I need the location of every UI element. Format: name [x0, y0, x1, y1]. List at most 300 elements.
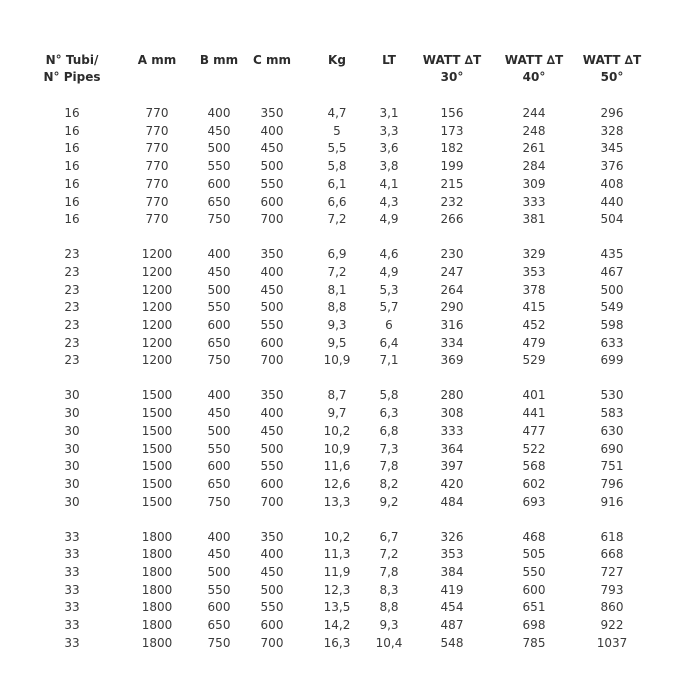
watt-30-col-cell: 369 — [440, 353, 464, 368]
watt-50-col-cell: 916 — [600, 494, 624, 509]
watt-50-col-cell: 796 — [600, 476, 624, 491]
b-mm-col-cell: 750 — [207, 212, 231, 227]
watt-30-col-header — [423, 52, 481, 86]
watt-50-col-cell: 328 — [600, 123, 624, 138]
kg-col-cell: 8,7 — [327, 388, 347, 403]
b-mm-col-cell: 400 — [207, 388, 231, 403]
c-mm-col-cell: 600 — [260, 335, 284, 350]
c-mm-col-cell: 600 — [260, 194, 284, 209]
kg-col-cell: 5 — [333, 123, 341, 138]
watt-40-col-cell: 600 — [522, 582, 546, 597]
watt-40-col-cell: 333 — [522, 194, 546, 209]
watt-40-col-cell: 353 — [522, 264, 546, 279]
kg-col-header — [328, 52, 346, 69]
watt-30-col-cell: 353 — [440, 547, 464, 562]
pipes-col-cell: 33 — [64, 600, 80, 615]
table-row — [0, 616, 700, 634]
b-mm-col-cell: 550 — [207, 582, 231, 597]
watt-50-col-cell: 440 — [600, 194, 624, 209]
watt-50-col-cell: 583 — [600, 406, 624, 421]
watt-50-col-cell: 668 — [600, 547, 624, 562]
table-row — [0, 316, 700, 334]
watt-40-col-cell: 479 — [522, 335, 546, 350]
pipes-col-cell: 16 — [64, 141, 80, 156]
table-row — [0, 193, 700, 211]
kg-col-cell: 9,3 — [327, 318, 347, 332]
watt-40-col-cell: 477 — [522, 423, 546, 438]
watt-30-col-cell: 484 — [440, 494, 464, 509]
a-mm-col-cell: 1500 — [141, 388, 173, 403]
watt-50-col-cell: 727 — [600, 565, 624, 579]
c-mm-col-cell: 550 — [260, 600, 284, 615]
watt-40-col-cell: 602 — [522, 476, 546, 491]
c-mm-col-cell: 500 — [260, 159, 284, 174]
pipes-col-cell: 23 — [64, 282, 80, 297]
a-mm-col-cell: 1500 — [141, 441, 173, 456]
watt-50-col-cell: 633 — [600, 335, 624, 350]
watt-50-col-header — [583, 52, 641, 86]
watt-50-col-cell: 549 — [600, 300, 624, 315]
c-mm-col-cell: 450 — [260, 565, 284, 579]
c-mm-col-cell: 450 — [260, 423, 284, 438]
a-mm-col-cell: 1800 — [141, 529, 173, 544]
a-mm-col-cell: 770 — [145, 159, 169, 174]
watt-30-col-cell: 316 — [440, 318, 464, 332]
lt-col-cell: 6,4 — [379, 335, 399, 350]
table-row — [0, 157, 700, 175]
lt-col-cell: 7,1 — [379, 353, 399, 368]
c-mm-col-cell: 350 — [260, 388, 284, 403]
lt-col-cell: 3,8 — [379, 159, 399, 174]
watt-50-col-cell: 793 — [600, 582, 624, 597]
watt-40-col-cell: 329 — [522, 247, 546, 262]
pipes-col-cell: 30 — [64, 476, 80, 491]
pipes-col-cell: 16 — [64, 123, 80, 138]
watt-40-col-cell: 452 — [522, 318, 546, 332]
table-row — [0, 528, 700, 546]
b-mm-col-cell: 400 — [207, 247, 231, 262]
b-mm-col-cell: 500 — [207, 141, 231, 156]
a-mm-col-cell: 1800 — [141, 600, 173, 615]
pipes-col-cell: 33 — [64, 635, 80, 650]
watt-50-col-cell: 296 — [600, 106, 624, 120]
b-mm-col-cell: 600 — [207, 600, 231, 615]
lt-col-cell: 7,3 — [379, 441, 399, 456]
kg-col-cell: 5,8 — [327, 159, 347, 174]
pipes-col-cell: 30 — [64, 423, 80, 438]
table-row — [0, 457, 700, 475]
kg-col-cell: 6,1 — [327, 176, 347, 191]
watt-40-col-cell: 693 — [522, 494, 546, 509]
b-mm-col-cell: 600 — [207, 459, 231, 474]
watt-50-col-cell: 630 — [600, 423, 624, 438]
watt-30-col-cell: 384 — [440, 565, 464, 579]
watt-40-col-cell: 698 — [522, 618, 546, 633]
watt-40-col-cell: 309 — [522, 176, 546, 191]
b-mm-col-cell: 450 — [207, 547, 231, 562]
b-mm-col-header — [200, 52, 238, 69]
kg-col-cell: 8,1 — [327, 282, 347, 297]
b-mm-col-header-line: B mm — [199, 53, 239, 67]
c-mm-col-cell: 400 — [260, 264, 284, 279]
kg-col-cell: 10,9 — [323, 441, 351, 456]
watt-30-col-cell: 182 — [440, 141, 464, 156]
pipes-col-cell: 23 — [64, 318, 80, 332]
lt-col-cell: 6,7 — [379, 529, 399, 544]
watt-30-col-cell: 280 — [440, 388, 464, 403]
b-mm-col-cell: 550 — [207, 159, 231, 174]
b-mm-col-cell: 400 — [207, 106, 231, 120]
watt-40-col-cell: 415 — [522, 300, 546, 315]
b-mm-col-cell: 650 — [207, 335, 231, 350]
pipes-col-header-line: N° Pipes — [43, 70, 101, 84]
kg-col-cell: 11,9 — [323, 565, 351, 579]
watt-40-col-cell: 651 — [522, 600, 546, 615]
b-mm-col-cell: 550 — [207, 441, 231, 456]
kg-col-cell: 14,2 — [323, 618, 351, 633]
watt-40-col-cell: 261 — [522, 141, 546, 156]
a-mm-col-cell: 770 — [145, 176, 169, 191]
c-mm-col-cell: 700 — [260, 635, 284, 650]
pipes-col-cell: 30 — [64, 406, 80, 421]
watt-50-col-header-line: WATT ∆T — [582, 53, 642, 67]
watt-30-col-cell: 333 — [440, 423, 464, 438]
b-mm-col-cell: 500 — [207, 282, 231, 297]
lt-col-cell: 3,6 — [379, 141, 399, 156]
a-mm-col-header-line: A mm — [137, 53, 177, 67]
table-row — [0, 634, 700, 652]
c-mm-col-cell: 500 — [260, 300, 284, 315]
pipes-col-cell: 16 — [64, 159, 80, 174]
watt-30-col-cell: 199 — [440, 159, 464, 174]
watt-40-col-cell: 468 — [522, 529, 546, 544]
watt-30-col-cell: 156 — [440, 106, 464, 120]
kg-col-cell: 8,8 — [327, 300, 347, 315]
lt-col-cell: 8,2 — [379, 476, 399, 491]
lt-col-cell: 4,6 — [379, 247, 399, 262]
watt-40-col-cell: 284 — [522, 159, 546, 174]
c-mm-col-cell: 450 — [260, 282, 284, 297]
table-row — [0, 210, 700, 228]
b-mm-col-cell: 650 — [207, 194, 231, 209]
lt-col-cell: 5,8 — [379, 388, 399, 403]
table-row — [0, 298, 700, 316]
c-mm-col-cell: 400 — [260, 123, 284, 138]
a-mm-col-cell: 770 — [145, 123, 169, 138]
a-mm-col-cell: 770 — [145, 141, 169, 156]
kg-col-cell: 16,3 — [323, 635, 351, 650]
c-mm-col-cell: 350 — [260, 529, 284, 544]
table-row — [0, 545, 700, 563]
watt-50-col-cell: 376 — [600, 159, 624, 174]
c-mm-col-cell: 700 — [260, 494, 284, 509]
kg-col-cell: 13,5 — [323, 600, 351, 615]
pipes-col-header — [44, 52, 101, 86]
watt-30-col-cell: 230 — [440, 247, 464, 262]
a-mm-col-cell: 1200 — [141, 247, 173, 262]
b-mm-col-cell: 650 — [207, 476, 231, 491]
kg-col-cell: 12,6 — [323, 476, 351, 491]
watt-50-col-cell: 699 — [600, 353, 624, 368]
kg-col-cell: 10,9 — [323, 353, 351, 368]
pipes-col-cell: 33 — [64, 582, 80, 597]
watt-30-col-cell: 326 — [440, 529, 464, 544]
watt-40-col-cell: 785 — [522, 635, 546, 650]
watt-50-col-cell: 504 — [600, 212, 624, 227]
pipes-col-cell: 33 — [64, 618, 80, 633]
table-row — [0, 493, 700, 511]
pipes-col-cell: 23 — [64, 300, 80, 315]
watt-40-col-header-line: WATT ∆T — [504, 53, 564, 67]
b-mm-col-cell: 400 — [207, 529, 231, 544]
table-row — [0, 386, 700, 404]
table-row — [0, 263, 700, 281]
watt-30-col-cell: 247 — [440, 264, 464, 279]
kg-col-cell: 9,5 — [327, 335, 347, 350]
table-row — [0, 422, 700, 440]
watt-40-col-cell: 248 — [522, 123, 546, 138]
c-mm-col-cell: 350 — [260, 247, 284, 262]
b-mm-col-cell: 450 — [207, 264, 231, 279]
watt-50-col-cell: 690 — [600, 441, 624, 456]
lt-col-cell: 3,1 — [379, 106, 399, 120]
lt-col-cell: 9,3 — [379, 618, 399, 633]
watt-50-col-cell: 751 — [600, 459, 624, 474]
watt-40-col-cell: 522 — [522, 441, 546, 456]
pipes-col-cell: 30 — [64, 494, 80, 509]
c-mm-col-cell: 350 — [260, 106, 284, 120]
pipes-col-cell: 23 — [64, 353, 80, 368]
kg-col-cell: 11,6 — [323, 459, 351, 474]
lt-col-cell: 10,4 — [375, 635, 403, 650]
kg-col-cell: 12,3 — [323, 582, 351, 597]
pipes-col-cell: 30 — [64, 388, 80, 403]
a-mm-col-cell: 1500 — [141, 406, 173, 421]
c-mm-col-cell: 600 — [260, 476, 284, 491]
watt-50-col-cell: 922 — [600, 618, 624, 633]
watt-30-col-cell: 308 — [440, 406, 464, 421]
a-mm-col-cell: 1800 — [141, 635, 173, 650]
c-mm-col-cell: 700 — [260, 212, 284, 227]
c-mm-col-cell: 400 — [260, 406, 284, 421]
watt-30-col-cell: 487 — [440, 618, 464, 633]
lt-col-header — [382, 52, 396, 69]
table-row — [0, 175, 700, 193]
c-mm-col-cell: 400 — [260, 547, 284, 562]
lt-col-cell: 7,8 — [379, 565, 399, 579]
table-row — [0, 139, 700, 157]
pipes-col-cell: 16 — [64, 176, 80, 191]
watt-30-col-cell: 420 — [440, 476, 464, 491]
a-mm-col-cell: 1500 — [141, 423, 173, 438]
watt-40-col-cell: 529 — [522, 353, 546, 368]
c-mm-col-cell: 600 — [260, 618, 284, 633]
pipes-col-cell: 16 — [64, 194, 80, 209]
b-mm-col-cell: 600 — [207, 176, 231, 191]
watt-50-col-cell: 618 — [600, 529, 624, 544]
a-mm-col-cell: 1200 — [141, 300, 173, 315]
a-mm-col-header — [138, 52, 176, 69]
watt-40-col-cell: 441 — [522, 406, 546, 421]
table-row — [0, 122, 700, 140]
watt-40-col-cell: 244 — [522, 106, 546, 120]
b-mm-col-cell: 500 — [207, 565, 231, 579]
a-mm-col-cell: 770 — [145, 194, 169, 209]
lt-col-cell: 5,3 — [379, 282, 399, 297]
a-mm-col-cell: 1200 — [141, 282, 173, 297]
lt-col-cell: 4,9 — [379, 264, 399, 279]
table-row — [0, 104, 700, 122]
b-mm-col-cell: 650 — [207, 618, 231, 633]
table-row — [0, 404, 700, 422]
b-mm-col-cell: 750 — [207, 635, 231, 650]
watt-40-col-cell: 505 — [522, 547, 546, 562]
lt-col-cell: 4,3 — [379, 194, 399, 209]
table-row — [0, 351, 700, 369]
kg-col-cell: 9,7 — [327, 406, 347, 421]
watt-40-col-cell: 568 — [522, 459, 546, 474]
lt-col-cell: 7,8 — [379, 459, 399, 474]
watt-40-col-header — [505, 52, 563, 86]
pipes-col-header-line: N° Tubi/ — [45, 53, 99, 67]
lt-col-cell: 8,8 — [379, 600, 399, 615]
watt-50-col-cell: 500 — [600, 282, 624, 297]
watt-50-col-header-line: 50° — [600, 70, 624, 84]
b-mm-col-cell: 750 — [207, 494, 231, 509]
watt-40-col-cell: 550 — [522, 565, 546, 579]
lt-col-cell: 5,7 — [379, 300, 399, 315]
watt-30-col-cell: 334 — [440, 335, 464, 350]
b-mm-col-cell: 450 — [207, 123, 231, 138]
a-mm-col-cell: 1500 — [141, 494, 173, 509]
watt-30-col-cell: 548 — [440, 635, 464, 650]
b-mm-col-cell: 450 — [207, 406, 231, 421]
lt-col-cell: 6,3 — [379, 406, 399, 421]
lt-col-cell: 8,3 — [379, 582, 399, 597]
table-row — [0, 581, 700, 599]
watt-50-col-cell: 1037 — [596, 635, 628, 650]
kg-col-cell: 4,7 — [327, 106, 347, 120]
table-row — [0, 334, 700, 352]
table-row — [0, 475, 700, 493]
watt-50-col-cell: 530 — [600, 388, 624, 403]
pipes-col-cell: 30 — [64, 459, 80, 474]
watt-50-col-cell: 435 — [600, 247, 624, 262]
table-row — [0, 245, 700, 263]
a-mm-col-cell: 1800 — [141, 547, 173, 562]
a-mm-col-cell: 1200 — [141, 318, 173, 332]
lt-col-cell: 4,9 — [379, 212, 399, 227]
pipes-col-cell: 30 — [64, 441, 80, 456]
a-mm-col-cell: 770 — [145, 212, 169, 227]
table-row — [0, 563, 700, 581]
b-mm-col-cell: 600 — [207, 318, 231, 332]
a-mm-col-cell: 1800 — [141, 618, 173, 633]
b-mm-col-cell: 550 — [207, 300, 231, 315]
watt-40-col-cell: 381 — [522, 212, 546, 227]
c-mm-col-cell: 500 — [260, 582, 284, 597]
watt-30-col-cell: 397 — [440, 459, 464, 474]
pipes-col-cell: 23 — [64, 335, 80, 350]
kg-col-cell: 6,6 — [327, 194, 347, 209]
kg-col-header-line: Kg — [328, 53, 346, 67]
b-mm-col-cell: 500 — [207, 423, 231, 438]
lt-col-cell: 6,8 — [379, 423, 399, 438]
a-mm-col-cell: 1800 — [141, 582, 173, 597]
kg-col-cell: 7,2 — [327, 264, 347, 279]
kg-col-cell: 13,3 — [323, 494, 351, 509]
c-mm-col-header — [253, 52, 291, 69]
watt-50-col-cell: 408 — [600, 176, 624, 191]
watt-50-col-cell: 860 — [600, 600, 624, 615]
a-mm-col-cell: 770 — [145, 106, 169, 120]
watt-40-col-header-line: 40° — [522, 70, 546, 84]
lt-col-cell: 7,2 — [379, 547, 399, 562]
pipes-col-cell: 23 — [64, 247, 80, 262]
kg-col-cell: 10,2 — [323, 423, 351, 438]
kg-col-cell: 11,3 — [323, 547, 351, 562]
watt-30-col-header-line: WATT ∆T — [422, 53, 482, 67]
watt-50-col-cell: 598 — [600, 318, 624, 332]
pipes-col-cell: 33 — [64, 529, 80, 544]
watt-30-col-header-line: 30° — [440, 70, 464, 84]
a-mm-col-cell: 1200 — [141, 264, 173, 279]
c-mm-col-cell: 550 — [260, 459, 284, 474]
watt-30-col-cell: 264 — [440, 282, 464, 297]
c-mm-col-cell: 550 — [260, 176, 284, 191]
lt-col-cell: 4,1 — [379, 176, 399, 191]
table-row — [0, 598, 700, 616]
watt-40-col-cell: 401 — [522, 388, 546, 403]
pipes-col-cell: 33 — [64, 565, 80, 579]
watt-40-col-cell: 378 — [522, 282, 546, 297]
kg-col-cell: 5,5 — [327, 141, 347, 156]
watt-30-col-cell: 419 — [440, 582, 464, 597]
c-mm-col-cell: 500 — [260, 441, 284, 456]
table-row — [0, 440, 700, 458]
watt-50-col-cell: 467 — [600, 264, 624, 279]
watt-30-col-cell: 173 — [440, 123, 464, 138]
kg-col-cell: 6,9 — [327, 247, 347, 262]
lt-col-header-line: LT — [382, 53, 396, 67]
watt-30-col-cell: 266 — [440, 212, 464, 227]
pipes-col-cell: 33 — [64, 547, 80, 562]
c-mm-col-header-line: C mm — [253, 53, 291, 67]
a-mm-col-cell: 1200 — [141, 335, 173, 350]
watt-30-col-cell: 454 — [440, 600, 464, 615]
a-mm-col-cell: 1500 — [141, 476, 173, 491]
kg-col-cell: 7,2 — [327, 212, 347, 227]
c-mm-col-cell: 550 — [260, 318, 284, 332]
lt-col-cell: 6 — [385, 318, 393, 332]
pipes-col-cell: 23 — [64, 264, 80, 279]
watt-30-col-cell: 232 — [440, 194, 464, 209]
kg-col-cell: 10,2 — [323, 529, 351, 544]
pipes-col-cell: 16 — [64, 212, 80, 227]
watt-50-col-cell: 345 — [600, 141, 624, 156]
pipes-col-cell: 16 — [64, 106, 80, 120]
table-row — [0, 281, 700, 299]
lt-col-cell: 3,3 — [379, 123, 399, 138]
a-mm-col-cell: 1200 — [141, 353, 173, 368]
a-mm-col-cell: 1500 — [141, 459, 173, 474]
watt-30-col-cell: 290 — [440, 300, 464, 315]
a-mm-col-cell: 1800 — [141, 565, 173, 579]
lt-col-cell: 9,2 — [379, 494, 399, 509]
b-mm-col-cell: 750 — [207, 353, 231, 368]
watt-30-col-cell: 364 — [440, 441, 464, 456]
c-mm-col-cell: 700 — [260, 353, 284, 368]
